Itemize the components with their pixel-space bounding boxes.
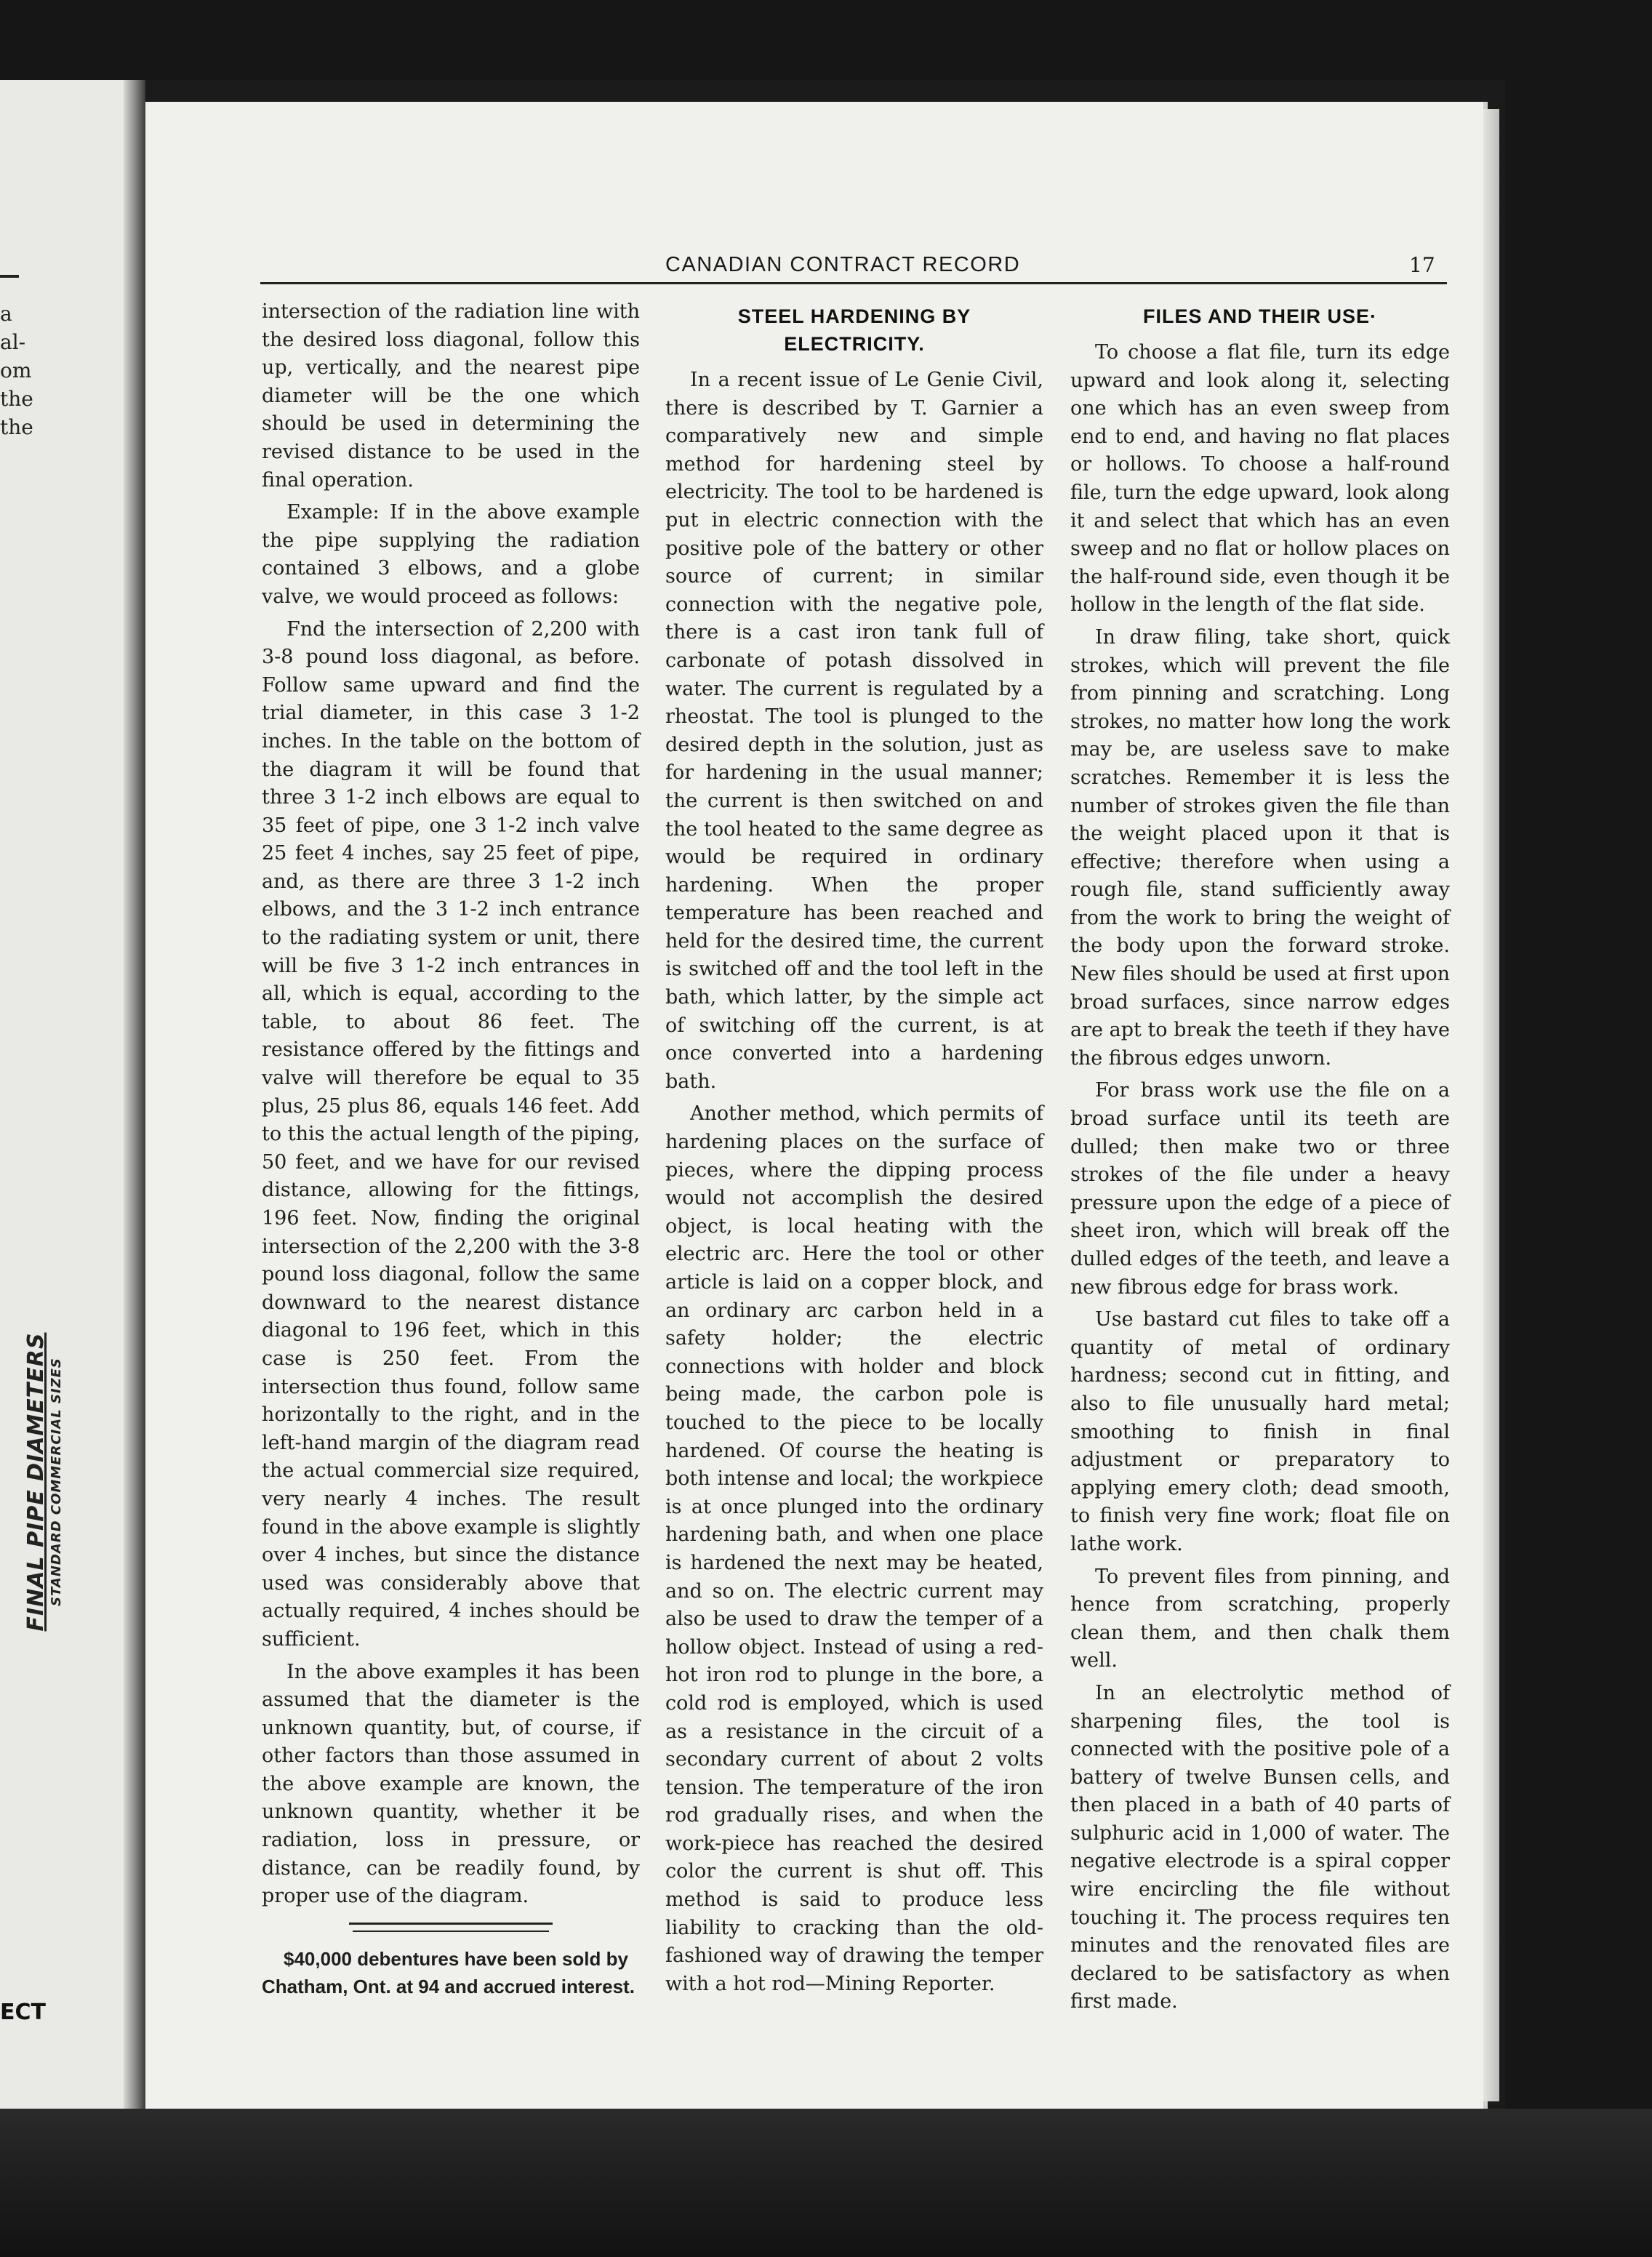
facing-page-bottom-fragment: ECT: [0, 2000, 46, 2025]
column-3: [1070, 302, 1450, 2021]
paragraph: Use bastard cut files to take off a quantity of metal of ordinary hardness; second cut in fitting, and also to file unusually hard metal; smoothing to finish in final adjustment or preparatory to applying emery cloth; dead smooth, to finish very fine work; float file on lathe work.: [1070, 1308, 1450, 1555]
facing-page-text-fragments: [0, 300, 33, 441]
column-1: [262, 298, 640, 2005]
paragraph: In draw filing, take short, quick strokes, which will prevent the file from pinning and scratching. Long strokes, no matter how long the work may be, are useless save to make scratches. Remember it is less the number of strokes given the file than the weight placed upon it that is effective; therefore when using a rough file, stand sufficiently away from the work to bring the weight of the body upon the forward stroke. New files should be used at first upon broad surfaces, since narrow edges are apt to break the teeth if they have the fibrous edges unworn.: [1070, 625, 1450, 1070]
article-heading-steel-hardening: STEEL HARDENING BY ELECTRICITY.: [737, 305, 971, 355]
scan-background-right: [1505, 0, 1652, 2257]
side-label-title: FINAL PIPE DIAMETERS: [23, 1332, 49, 1632]
paragraph: intersection of the radiation line with the desired loss diagonal, follow this up, vertically, and the nearest pipe diameter will be the one which should be used in determining the revised distance to be used in the final operation.: [262, 300, 640, 492]
page-edge-shadow: [1483, 109, 1499, 2101]
scan-background-top: [0, 0, 1652, 80]
fragment-line: al-: [0, 330, 26, 354]
scan-background-bottom: [0, 2109, 1652, 2257]
book-gutter: [124, 80, 145, 2109]
fragment-line: om: [0, 358, 32, 382]
diagram-side-label: [23, 1256, 64, 1707]
article-heading-files: FILES AND THEIR USE·: [1142, 305, 1377, 327]
fragment-line: the: [0, 387, 33, 411]
fragment-line: the: [0, 415, 33, 439]
paragraph: In an electrolytic method of sharpening files, the tool is connected with the positive pole of a battery of twelve Bunsen cells, and then placed in a bath of 40 parts of sulphuric acid in 1,000 of water. The negative electrode is a spiral copper wire encircling the file without touching it. The process requires ten minutes and the renovated files are declared to be satisfactory as when first made.: [1070, 1681, 1450, 2013]
paragraph: To choose a flat file, turn its edge upward and look along it, selecting one which has an even sweep from end to end, and having no flat places or hollows. To choose a half-round file, turn the edge upward, look along it and select that which has an even sweep and no flat or hollow places on the half-round side, even though it be hollow in the length of the flat side.: [1070, 341, 1450, 617]
paragraph: Example: If in the above example the pipe supplying the radiation contained 3 elbows, and a globe valve, we would proceed as follows:: [262, 501, 640, 608]
column-2: [665, 302, 1043, 2003]
debenture-notice: $40,000 debentures have been sold by Chatham, Ont. at 94 and accrued interest.: [262, 1947, 635, 1997]
facing-page: [0, 80, 131, 2109]
rule-mark: [0, 275, 19, 278]
section-divider-thin: [353, 1931, 549, 1932]
header-rule: [260, 282, 1447, 284]
section-divider: [349, 1923, 553, 1925]
paragraph: To prevent files from pinning, and hence from scratching, properly clean them, and then chalk them well.: [1070, 1565, 1450, 1672]
page-number: 17: [1409, 253, 1435, 277]
paragraph: In a recent issue of Le Genie Civil, there is described by T. Garnier a comparatively new and simple method for hardening steel by electricity. The tool to be hardened is put in electric connection with the positive pole of the battery or other source of current; in similar connection with the negative pole, there is a cast iron tank full of carbonate of potash dissolved in water. The current is regulated by a rheostat. The tool is plunged to the desired depth in the solution, just as for hardening in the usual manner; the current is then switched on and the tool heated to the same degree as would be required in ordinary hardening. When the proper temperature has been reached and held for the desired time, the current is switched off and the tool left in the bath, which latter, by the simple act of switching off the current, is at once converted into a hardening bath.: [665, 369, 1043, 1093]
paragraph: Another method, which permits of hardening places on the surface of pieces, where the dipping process would not accomplish the desired object, is local heating with the electric arc. Here the tool or other article is laid on a copper block, and an ordinary arc carbon held in a safety holder; the electric connections with holder and block being made, the carbon pole is touched to the piece to be locally hardened. Of course the heating is both intense and local; the workpiece is at once plunged into the ordinary hardening bath, and when one place is hardened the next may be heated, and so on. The electric current may also be used to draw the temper of a hollow object. Instead of using a red-hot iron rod to plunge in the bore, a cold rod is employed, which is used as a resistance in the circuit of a secondary current of about 2 volts tension. The temperature of the iron rod gradually rises, and when the work-piece has reached the desired color the current is shut off. This method is said to produce less liability to cracking than the old-fashioned way of drawing the temper with a hot rod—Mining Reporter.: [665, 1102, 1043, 1995]
side-label-subtitle: STANDARD COMMERCIAL SIZES: [49, 1358, 64, 1606]
paragraph: In the above examples it has been assumed that the diameter is the unknown quantity, but, of course, if other factors than those assumed in the above example are known, the unknown quantity, whether it be radiation, loss in pressure, or distance, can be readily found, by proper use of the diagram.: [262, 1660, 640, 1908]
fragment-line: a: [0, 302, 12, 326]
running-header-title: CANADIAN CONTRACT RECORD: [665, 253, 1021, 276]
paragraph: For brass work use the file on a broad surface until its teeth are dulled; then make two or three strokes of the file under a heavy pressure upon the edge of a piece of sheet iron, which will break off the dulled edges of the teeth, and leave a new fibrous edge for brass work.: [1070, 1079, 1450, 1299]
paragraph: Fnd the intersection of 2,200 with 3-8 pound loss diagonal, as before. Follow same upward and find the trial diameter, in this case 3 1-2 inches. In the table on the bottom of the diagram it will be found that three 3 1-2 inch elbows are equal to 35 feet of pipe, one 3 1-2 inch valve 25 feet 4 inches, say 25 feet of pipe, and, as there are three 3 1-2 inch elbows, and the 3 1-2 inch entrance to the radiating system or unit, there will be five 3 1-2 inch entrances in all, which is equal, according to the table, to about 86 feet. The resistance offered by the fittings and valve will therefore be equal to 35 plus, 25 plus 86, equals 146 feet. Add to this the actual length of the piping, 50 feet, and we have for our revised distance, allowing for the fittings, 196 feet. Now, finding the original intersection of the 2,200 with the 3-8 pound loss diagonal, follow the same downward to the nearest distance diagonal to 196 feet, which in this case is 250 feet. From the intersection thus found, follow same horizontally to the right, and in the left-hand margin of the diagram read the actual commercial size required, very nearly 4 inches. The result found in the above example is slightly over 4 inches, but since the distance used was considerably above that actually required, 4 inches should be sufficient.: [262, 617, 640, 1651]
